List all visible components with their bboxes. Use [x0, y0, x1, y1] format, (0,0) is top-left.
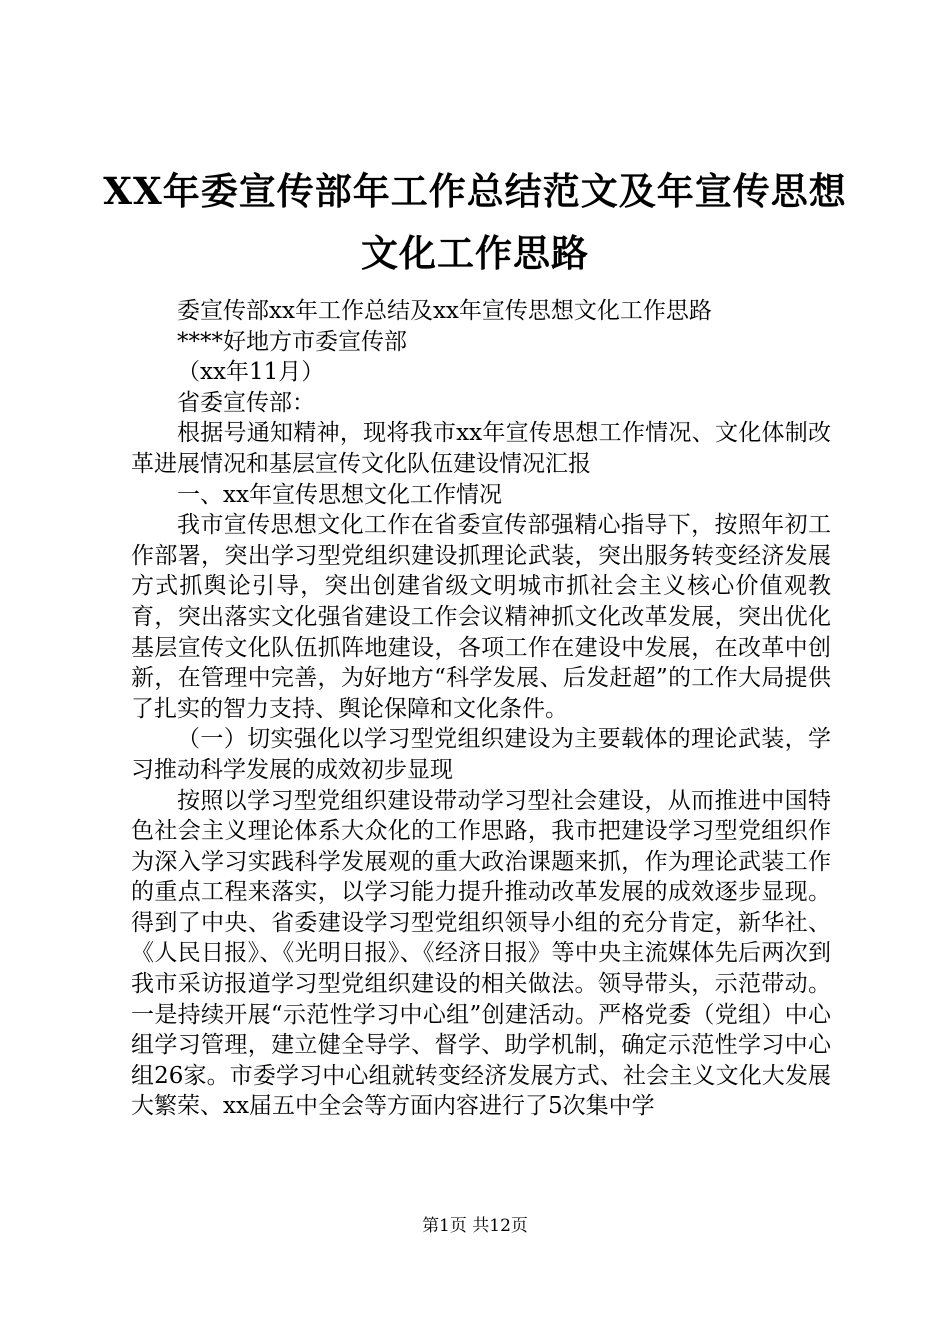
section-heading-1: 一、xx年宣传思想文化工作情况 — [177, 481, 502, 508]
document-title — [100, 160, 850, 284]
page-footer: 第1页 共12页 — [422, 1216, 528, 1236]
paragraph-date: （xx年11月） — [177, 359, 325, 386]
paragraph-subtitle: 委宣传部xx年工作总结及xx年宣传思想文化工作思路 — [177, 298, 712, 324]
paragraph-intro: 根据号通知精神，现将我市xx年宣传思想工作情况、文化体制改革进展情况和基层宣传文化队伍建设情况汇报 — [131, 420, 831, 477]
title-line-2: 文化工作思路 — [361, 231, 589, 275]
paragraph-recipient: 省委宣传部： — [177, 389, 315, 416]
paragraph-learning: 按照以学习型党组织建设带动学习型社会建设，从而推进中国特色社会主义理论体系大众化的工作思路，我市把建设学习型党组织作为深入学习实践科学发展观的重大政治课题来抓，作为理论武装工作的重点工程来落实，以学习能力提升推动改革发展的成效逐步显现。得到了中央、省委建设学习型党组织领导小组的充分肯定，新华社、《人民日报》、《光明日报》、《经济日报》等中央主流媒体先后两次到我市采访报道学习型党组织建设的相关做法。领导带头，示范带动。一是持续开展“示范性学习中心组”创建活动。严格党委（党组）中心组学习管理，建立健全导学、督学、助学机制，确定示范性学习中心组26家。市委学习中心组就转变经济发展方式、社会主义文化大发展大繁荣、xx届五中全会等方面内容进行了5次集中学 — [131, 787, 831, 1120]
subsection-heading-1: （一）切实强化以学习型党组织建设为主要载体的理论武装，学习推动科学发展的成效初步显现 — [131, 726, 831, 783]
document-body — [131, 296, 831, 1122]
paragraph-overview: 我市宣传思想文化工作在省委宣传部强精心指导下，按照年初工作部署，突出学习型党组织建设抓理论武装，突出服务转变经济发展方式抓舆论引导，突出创建省级文明城市抓社会主义核心价值观教育，突出落实文化强省建设工作会议精神抓文化改革发展，突出优化基层宣传文化队伍抓阵地建设，各项工作在建设中发展，在改革中创新，在管理中完善，为好地方“科学发展、后发赶超”的工作大局提供了扎实的智力支持、舆论保障和文化条件。 — [131, 512, 831, 722]
paragraph-issuer: ****好地方市委宣传部 — [177, 328, 407, 355]
title-line-1: XX年委宣传部年工作总结范文及年宣传思想 — [103, 169, 847, 213]
